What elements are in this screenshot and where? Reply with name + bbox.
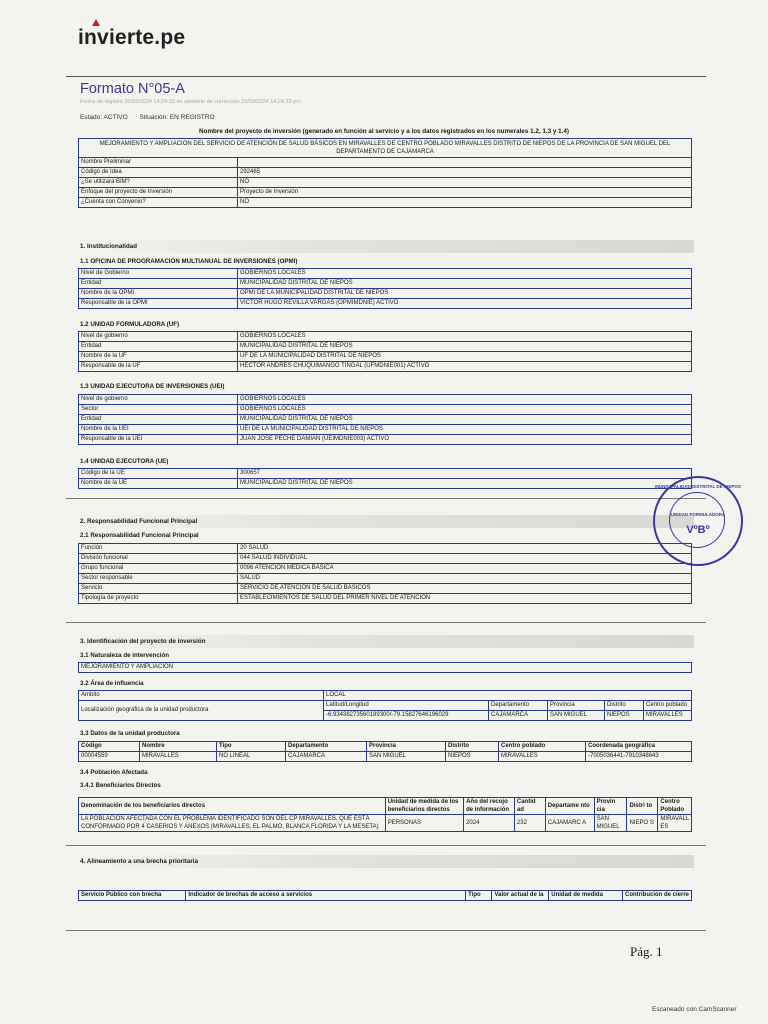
benef-header: Denominación de los beneficiarios directos bbox=[79, 798, 386, 815]
loc-label: Localización geográfica de la unidad productora bbox=[79, 701, 324, 721]
stamp-vb-text: VºBº bbox=[686, 524, 710, 536]
datos-header-row bbox=[79, 742, 692, 752]
rfp-rows bbox=[79, 544, 692, 604]
stamp-top-text: MUNICIPALIDAD DISTRITAL DE NIEPOS bbox=[655, 484, 741, 489]
row-label: Grupo funcional bbox=[79, 564, 238, 574]
table-row bbox=[79, 395, 692, 405]
section-3-header: 3. Identificación del proyecto de inversión bbox=[78, 635, 694, 648]
datos-header: Centro poblado bbox=[499, 742, 586, 752]
benef-header: Año del recojo de información bbox=[464, 798, 515, 815]
benef-header: Centro Poblado bbox=[658, 798, 692, 815]
table-row bbox=[79, 342, 692, 352]
row-value: VICTOR HUGO REVILLA VARGAS (OPMIMDNIE) ACTIVO bbox=[238, 299, 692, 309]
general-table bbox=[78, 138, 692, 208]
row-label: Responsable de la OPMI bbox=[79, 299, 238, 309]
footer-divider bbox=[66, 930, 706, 931]
row-label: Sector bbox=[79, 405, 238, 415]
row-label: Entidad bbox=[79, 342, 238, 352]
datos-value: NO LINEAL bbox=[217, 752, 286, 762]
logo-accent-icon bbox=[92, 19, 100, 26]
row-label: División funcional bbox=[79, 554, 238, 564]
benef-value: LA POBLACIÓN AFECTADA CON EL PROBLEMA IDENTIFICADO SON DEL CP MIRAVALLES, QUE ESTÁ CONFORMADO POR 4 CASERIOS Y ANEXOS (MIRAVALLES, EL PALMO, BLANCA FLORIDA Y LA MESETA) bbox=[79, 815, 386, 832]
ambito-value: LOCAL bbox=[324, 691, 692, 701]
datos-table bbox=[78, 741, 692, 762]
brecha-header: Indicador de brechas de acceso a servicios bbox=[186, 891, 466, 901]
table-row bbox=[79, 188, 692, 198]
table-row bbox=[79, 158, 692, 168]
table-row bbox=[79, 469, 692, 479]
row-value: 292465 bbox=[238, 168, 692, 178]
table-row bbox=[79, 289, 692, 299]
row-value: MUNICIPALIDAD DISTRITAL DE NIEPOS bbox=[238, 279, 692, 289]
datos-header: Provincia bbox=[367, 742, 446, 752]
loc-header: Departamento bbox=[489, 701, 548, 711]
beneficiarios-table bbox=[78, 797, 692, 832]
row-label: ¿Cuenta con Convenio? bbox=[79, 198, 238, 208]
opmi-rows bbox=[79, 269, 692, 309]
rfp-table bbox=[78, 543, 692, 604]
row-value: MUNICIPALIDAD DISTRITAL DE NIEPOS bbox=[238, 479, 692, 489]
row-label: Nombre de la UEI bbox=[79, 425, 238, 435]
uei-title: 1.3 UNIDAD EJECUTORA DE INVERSIONES (UEI) bbox=[80, 383, 225, 390]
registration-note: Fecha de registro 25/03/2024 14:24:33 en adelante de corrección 25/03/2024 14:24:33 pm bbox=[80, 99, 301, 105]
table-row bbox=[79, 362, 692, 372]
beneficiarios-title: 3.4.1 Beneficiarios Directos bbox=[80, 782, 161, 789]
row-label: Código de Idea bbox=[79, 168, 238, 178]
table-row bbox=[79, 279, 692, 289]
row-value: 0096 ATENCIÓN MÉDICA BÁSICA bbox=[238, 564, 692, 574]
ue-title: 1.4 UNIDAD EJECUTORA (UE) bbox=[80, 458, 169, 465]
brecha-header: Unidad de medida bbox=[549, 891, 623, 901]
datos-header: Coordenada geográfica bbox=[586, 742, 692, 752]
section-1-header: 1. Institucionalidad bbox=[78, 240, 694, 253]
datos-header: Distrito bbox=[446, 742, 499, 752]
table-row bbox=[79, 405, 692, 415]
header-divider bbox=[66, 76, 706, 77]
brecha-table bbox=[78, 890, 692, 901]
row-label: Enfoque del proyecto de Inversión bbox=[79, 188, 238, 198]
row-value: GOBIERNOS LOCALES bbox=[238, 395, 692, 405]
row-value: 20 SALUD bbox=[238, 544, 692, 554]
brecha-header: Servicio Público con brecha bbox=[79, 891, 186, 901]
table-row bbox=[79, 352, 692, 362]
section-divider bbox=[66, 845, 706, 846]
datos-value: 00004559 bbox=[79, 752, 140, 762]
invierte-logo: invierte.pe bbox=[78, 26, 186, 49]
area-title: 3.2 Área de influencia bbox=[80, 680, 144, 687]
row-value: MUNICIPALIDAD DISTRITAL DE NIEPOS bbox=[238, 415, 692, 425]
naturaleza-value: MEJORAMIENTO Y AMPLIACION bbox=[79, 663, 692, 673]
table-row bbox=[79, 554, 692, 564]
table-row bbox=[79, 178, 692, 188]
area-table bbox=[78, 690, 692, 721]
row-value: GOBIERNOS LOCALES bbox=[238, 405, 692, 415]
section-4-header: 4. Alineamiento a una brecha prioritaria bbox=[78, 855, 694, 868]
ambito-label: Ambito bbox=[79, 691, 324, 701]
general-rows bbox=[79, 158, 692, 208]
table-row bbox=[79, 584, 692, 594]
table-row bbox=[79, 269, 692, 279]
datos-value: SAN MIGUEL bbox=[367, 752, 446, 762]
brecha-header: Contribución de cierre bbox=[622, 891, 691, 901]
section-divider bbox=[66, 498, 706, 499]
row-label: Tipología de proyecto bbox=[79, 594, 238, 604]
project-name-note: Nombre del proyecto de inversión (generado en función al servicio y a los datos registrados en los numerales 1.2, 1.3 y 1.4) bbox=[199, 128, 569, 135]
uf-title: 1.2 UNIDAD FORMULADORA (UF) bbox=[80, 321, 180, 328]
row-label: Nombre Preliminar bbox=[79, 158, 238, 168]
row-label: Nombre de la UF bbox=[79, 352, 238, 362]
row-label: Nivel de gobierno bbox=[79, 332, 238, 342]
datos-header: Código bbox=[79, 742, 140, 752]
datos-value: MIRAVALLES bbox=[499, 752, 586, 762]
opmi-table bbox=[78, 268, 692, 309]
section-2-header: 2. Responsabilidad Funcional Principal bbox=[78, 515, 694, 528]
row-value: Proyecto de Inversión bbox=[238, 188, 692, 198]
uf-rows bbox=[79, 332, 692, 372]
benef-value-row bbox=[79, 815, 692, 832]
row-value: NO bbox=[238, 178, 692, 188]
row-value: 300657 bbox=[238, 469, 692, 479]
ue-rows bbox=[79, 469, 692, 489]
poblacion-title: 3.4 Población Afectada bbox=[80, 769, 148, 776]
table-row bbox=[79, 435, 692, 445]
status-line bbox=[80, 114, 225, 121]
situacion-text: Situación: EN REGISTRO bbox=[139, 114, 215, 121]
benef-value: 232 bbox=[514, 815, 545, 832]
loc-header: Centro poblado bbox=[644, 701, 692, 711]
benef-value: MIRAVALL ES bbox=[658, 815, 692, 832]
datos-value-row bbox=[79, 752, 692, 762]
benef-value: CAJAMARC A bbox=[545, 815, 594, 832]
row-value: SERVICIO DE ATENCIÓN DE SALUD BÁSICOS bbox=[238, 584, 692, 594]
loc-header: Provincia bbox=[548, 701, 605, 711]
row-value: JUAN JOSE PECHE DAMIAN (UEIMDNIE003) ACTIVO bbox=[238, 435, 692, 445]
row-label: Nivel de Gobierno bbox=[79, 269, 238, 279]
row-value: HÉCTOR ANDRÉS CHUQUIMANGO TINGAL (UFMDNIE001) ACTIVO bbox=[238, 362, 692, 372]
benef-value: NIEPO S bbox=[627, 815, 658, 832]
rfp-title: 2.1 Responsabilidad Funcional Principal bbox=[80, 532, 199, 539]
scanner-watermark: Escaneado con CamScanner bbox=[652, 1006, 737, 1013]
opmi-title: 1.1 OFICINA DE PROGRAMACIÓN MULTIANUAL DE INVERSIONES (OPMI) bbox=[80, 258, 298, 265]
estado-text: Estado: ACTIVO bbox=[80, 114, 128, 121]
row-value: GOBIERNOS LOCALES bbox=[238, 269, 692, 279]
row-value: ESTABLECIMIENTOS DE SALUD DEL PRIMER NIVEL DE ATENCIÓN bbox=[238, 594, 692, 604]
loc-header: Distrito bbox=[605, 701, 644, 711]
stamp-inner-ring bbox=[669, 492, 725, 548]
benef-header: Distri to bbox=[627, 798, 658, 815]
table-row bbox=[79, 332, 692, 342]
datos-value: NIEPOS bbox=[446, 752, 499, 762]
table-row bbox=[79, 564, 692, 574]
loc-value: MIRAVALLES bbox=[644, 711, 692, 721]
benef-value: 2024 bbox=[464, 815, 515, 832]
datos-header: Tipo bbox=[217, 742, 286, 752]
row-label: Nombre de la UE bbox=[79, 479, 238, 489]
table-row bbox=[79, 299, 692, 309]
loc-value: SAN MIGUEL bbox=[548, 711, 605, 721]
loc-header: Latitud/Longitud bbox=[324, 701, 489, 711]
datos-header: Departamento bbox=[286, 742, 367, 752]
row-value: MUNICIPALIDAD DISTRITAL DE NIEPOS bbox=[238, 342, 692, 352]
datos-value: CAJAMARCA bbox=[286, 752, 367, 762]
row-label: Responsable de la UEI bbox=[79, 435, 238, 445]
project-name: MEJORAMIENTO Y AMPLIACION DEL SERVICIO DE ATENCIÓN DE SALUD BÁSICOS EN MIRAVALLES DE CENTRO POBLADO MIRAVALLES DISTRITO DE NIEPOS DE LA PROVINCIA DE SAN MIGUEL DEL DEPARTAMENTO DE CAJAMARCA bbox=[79, 139, 692, 158]
loc-value: -6.93438273560189300/-79.15827646196029 bbox=[324, 711, 489, 721]
loc-value: CAJAMARCA bbox=[489, 711, 548, 721]
row-value bbox=[238, 158, 692, 168]
benef-header: Departame nto bbox=[545, 798, 594, 815]
table-row bbox=[79, 425, 692, 435]
datos-value: MIRAVALLES bbox=[140, 752, 217, 762]
benef-value: PERSONAS bbox=[385, 815, 463, 832]
row-label: Función bbox=[79, 544, 238, 554]
brecha-header: Valor actual de la bbox=[492, 891, 549, 901]
datos-value: -7005036441-7910348643 bbox=[586, 752, 692, 762]
section-divider bbox=[66, 622, 706, 623]
row-label: Sector responsable bbox=[79, 574, 238, 584]
row-value: GOBIERNOS LOCALES bbox=[238, 332, 692, 342]
brecha-header-row bbox=[79, 891, 692, 901]
row-label: Responsable de la UF bbox=[79, 362, 238, 372]
datos-title: 3.3 Datos de la unidad productora bbox=[80, 730, 180, 737]
benef-value: SAN MIGUEL bbox=[594, 815, 627, 832]
table-row bbox=[79, 574, 692, 584]
row-value: NO bbox=[238, 198, 692, 208]
table-row bbox=[79, 594, 692, 604]
row-value: 044 SALUD INDIVIDUAL bbox=[238, 554, 692, 564]
table-row bbox=[79, 544, 692, 554]
row-label: Entidad bbox=[79, 415, 238, 425]
benef-header-row bbox=[79, 798, 692, 815]
stamp-mid-text: UNIDAD FORMULADORA bbox=[670, 512, 726, 517]
datos-header: Nombre bbox=[140, 742, 217, 752]
benef-header: Cantid ad bbox=[514, 798, 545, 815]
table-row bbox=[79, 198, 692, 208]
table-row bbox=[79, 415, 692, 425]
row-label: Entidad bbox=[79, 279, 238, 289]
row-label: Servicio bbox=[79, 584, 238, 594]
row-label: Nivel de gobierno bbox=[79, 395, 238, 405]
table-row bbox=[79, 168, 692, 178]
loc-value: NIEPOS bbox=[605, 711, 644, 721]
official-stamp bbox=[653, 476, 743, 566]
page-number: Pág. 1 bbox=[630, 944, 663, 959]
table-row bbox=[79, 479, 692, 489]
naturaleza-table bbox=[78, 662, 692, 673]
row-value: UF DE LA MUNICIPALIDAD DISTRITAL DE NIEPOS bbox=[238, 352, 692, 362]
page-title: Formato N°05-A bbox=[80, 81, 185, 97]
row-value: OPMI DE LA MUNICIPALIDAD DISTRITAL DE NIEPOS bbox=[238, 289, 692, 299]
row-value: SALUD bbox=[238, 574, 692, 584]
uei-table bbox=[78, 394, 692, 445]
uei-rows bbox=[79, 395, 692, 445]
row-label: Nombre de la OPMI bbox=[79, 289, 238, 299]
naturaleza-title: 3.1 Naturaleza de intervención bbox=[80, 652, 170, 659]
uf-table bbox=[78, 331, 692, 372]
row-value: UEI DE LA MUNICIPALIDAD DISTRITAL DE NIEPOS bbox=[238, 425, 692, 435]
benef-header: Provin cia bbox=[594, 798, 627, 815]
ue-table bbox=[78, 468, 692, 489]
row-label: Código de la UE bbox=[79, 469, 238, 479]
row-label: ¿Se utilizará BIM? bbox=[79, 178, 238, 188]
brecha-header: Tipo bbox=[466, 891, 492, 901]
benef-header: Unidad de medida de los beneficiarios directos bbox=[385, 798, 463, 815]
